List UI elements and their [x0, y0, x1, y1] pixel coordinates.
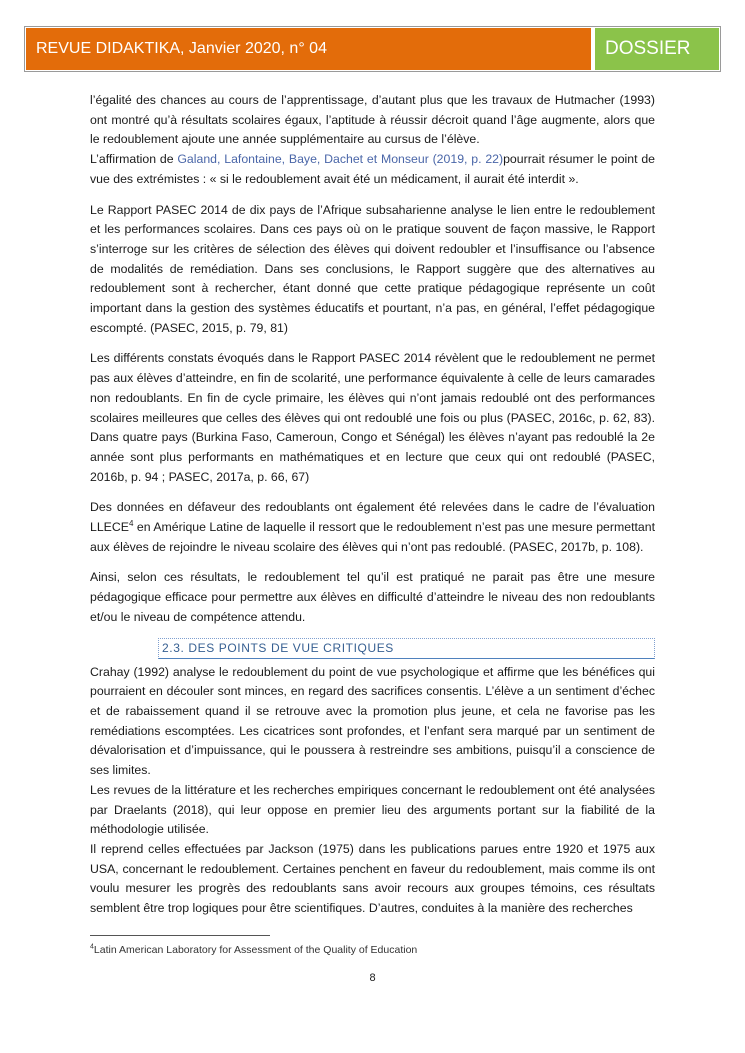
page-header	[24, 26, 721, 72]
article-body	[90, 91, 655, 919]
footnote-marker[interactable]: 4	[128, 518, 134, 528]
paragraph: Le Rapport PASEC 2014 de dix pays de l’Afrique subsaharienne analyse le lien entre le redoublement et les performances scolaires. Dans ces pays où on le pratique souvent de façon massive, le Rapport s’interroge sur les critères de sélection des élèves qui doivent redoubler et l’insuffisance ou l’absence de modalités de remédiation. Dans ses conclusions, le Rapport suggère que des alternatives au redoublement sont à rechercher, étant donné que cette pratique pédagogique représente un coût important dans la gestion des systèmes éducatifs et pourtant, n’a pas, en général, l’effet pédagogique escompté. (PASEC, 2015, p. 79, 81)	[90, 202, 655, 335]
paragraph-text: L’affirmation de	[90, 152, 178, 167]
paragraph: Les différents constats évoqués dans le Rapport PASEC 2014 révèlent que le redoublement ne permet pas aux élèves d’atteindre, en fin de scolarité, une performance équivalente à celle de leurs camarades non redoublants. En fin de cycle primaire, les élèves qui n’ont jamais redoublé ont des performances scolaires meilleures que celles des élèves qui ont redoublé une fois ou plus (PASEC, 2016c, p. 62, 83). Dans quatre pays (Burkina Faso, Cameroun, Congo et Sénégal) les élèves n’ayant pas redoublé la 2e année sont plus performants en mathématiques et en lecture que ceux qui ont redoublé (PASEC, 2016b, p. 94 ; PASEC, 2017a, p. 66, 67)	[90, 351, 655, 484]
paragraph: Crahay (1992) analyse le redoublement du point de vue psychologique et affirme que les bénéfices qui pourraient en découler sont minces, en regard des sacrifices consentis. L’élève a un sentiment d’échec et de rabaissement quand il se retrouve avec la promotion plus jeune, et cela ne favorise pas les remédiations escomptées. Les cicatrices sont profondes, et l’enfant sera marqué par un sentiment de dévalorisation et d’impuissance, qui le poussera à restreindre ses ambitions, puisqu’il a conscience de ses limites.	[90, 664, 655, 778]
paragraph: l’égalité des chances au cours de l’apprentissage, d’autant plus que les travaux de Hutmacher (1993) ont montré qu’à résultats scolaires égaux, l’aptitude à réussir décroit quand l’âge augmente, alors que le redoublement ajoute une année supplémentaire au cursus de l’élève.	[90, 93, 655, 147]
footnote-number: 4	[90, 943, 94, 951]
paragraph-text: Des données en défaveur des redoublants ont également été relevées dans le cadre de l’évaluation LLECE	[90, 500, 655, 535]
journal-title: REVUE DIDAKTIKA, Janvier 2020, n° 04	[26, 28, 591, 70]
page-number: 8	[369, 972, 376, 984]
paragraph	[90, 498, 655, 557]
paragraph-text: pourrait résumer le point de vue des extrémistes : « si le redoublement avait été un médicament, il aurait été interdit ».	[90, 152, 656, 186]
paragraph: Ainsi, selon ces résultats, le redoublement tel qu’il est pratiqué ne parait pas être une mesure pédagogique efficace pour permettre aux élèves en difficulté d’atteindre le niveau des non redoublants et/ou le niveau de compétence attendu.	[90, 570, 655, 624]
citation: Galand, Lafontaine, Baye, Dachet et Monseur (2019, p. 22)	[177, 152, 504, 167]
paragraph-text: en Amérique Latine de laquelle il ressort que le redoublement n’est pas une mesure permettant aux élèves de rejoindre le niveau scolaire des élèves qui n’ont pas redoublé. (PASEC, 2017b, p. 108).	[90, 520, 655, 554]
section-label: DOSSIER	[595, 28, 719, 70]
paragraph	[90, 150, 655, 189]
section-heading: 2.3. DES POINTS DE VUE CRITIQUES	[158, 638, 655, 659]
paragraph: Il reprend celles effectuées par Jackson (1975) dans les publications parues entre 1920 et 1975 aux USA, concernant le redoublement. Certaines penchent en faveur du redoublement, mais comme ils ont voulu mesurer les progrès des redoublants sans avoir recours aux groupes témoins, ces résultats semblent être trop logiques pour être scientifiques. D’autres, conduites à la manière des recherches	[90, 841, 655, 916]
footnote-divider	[90, 935, 270, 936]
footnote-text: Latin American Laboratory for Assessment of the Quality of Education	[93, 944, 418, 956]
footnote	[90, 943, 417, 957]
paragraph: Les revues de la littérature et les recherches empiriques concernant le redoublement ont été analysées par Draelants (2018), qui leur oppose en premier lieu des arguments portant sur la fiabilité de la méthodologie utilisée.	[90, 782, 655, 837]
